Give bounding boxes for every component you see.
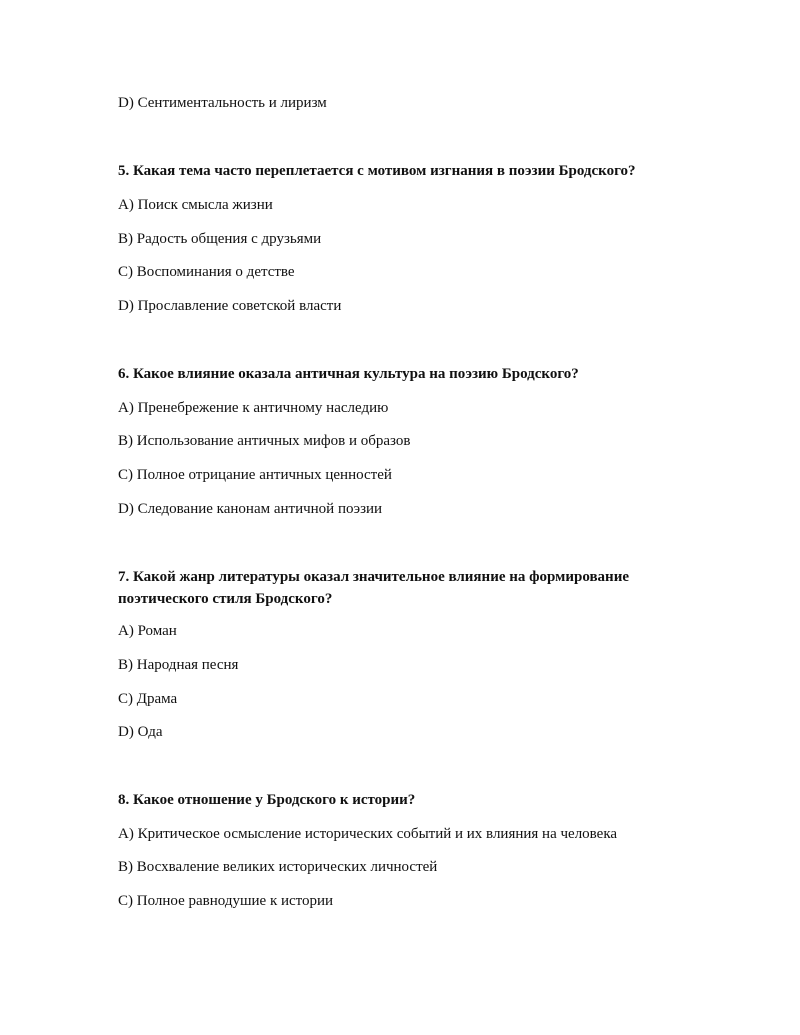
question-8-title: 8. Какое отношение у Бродского к истории? [118, 792, 416, 808]
option-4d: D) Сентиментальность и лиризм [118, 95, 327, 111]
question-7-title: 7. Какой жанр литературы оказал значительное влияние на формирование поэтического стиля Бродского? [118, 569, 630, 607]
option-7a: A) Роман [118, 623, 177, 639]
option-6c: C) Полное отрицание античных ценностей [118, 467, 392, 483]
option-6b: B) Использование античных мифов и образов [118, 433, 411, 449]
option-8c: C) Полное равнодушие к истории [118, 893, 334, 909]
option-7c: C) Драма [118, 691, 178, 707]
option-8a: A) Критическое осмысление исторических событий и их влияния на человека [118, 826, 618, 842]
question-5-title: 5. Какая тема часто переплетается с мотивом изгнания в поэзии Бродского? [118, 163, 636, 179]
option-6a: A) Пренебрежение к античному наследию [118, 400, 389, 416]
option-7b: B) Народная песня [118, 657, 239, 673]
option-8b: B) Восхваление великих исторических личностей [118, 859, 438, 875]
option-5b: B) Радость общения с друзьями [118, 231, 322, 247]
option-5d: D) Прославление советской власти [118, 298, 342, 314]
option-5c: C) Воспоминания о детстве [118, 264, 295, 280]
question-6-title: 6. Какое влияние оказала античная культура на поэзию Бродского? [118, 366, 579, 382]
option-6d: D) Следование канонам античной поэзии [118, 501, 383, 517]
option-7d: D) Ода [118, 724, 163, 740]
option-5a: A) Поиск смысла жизни [118, 197, 273, 213]
